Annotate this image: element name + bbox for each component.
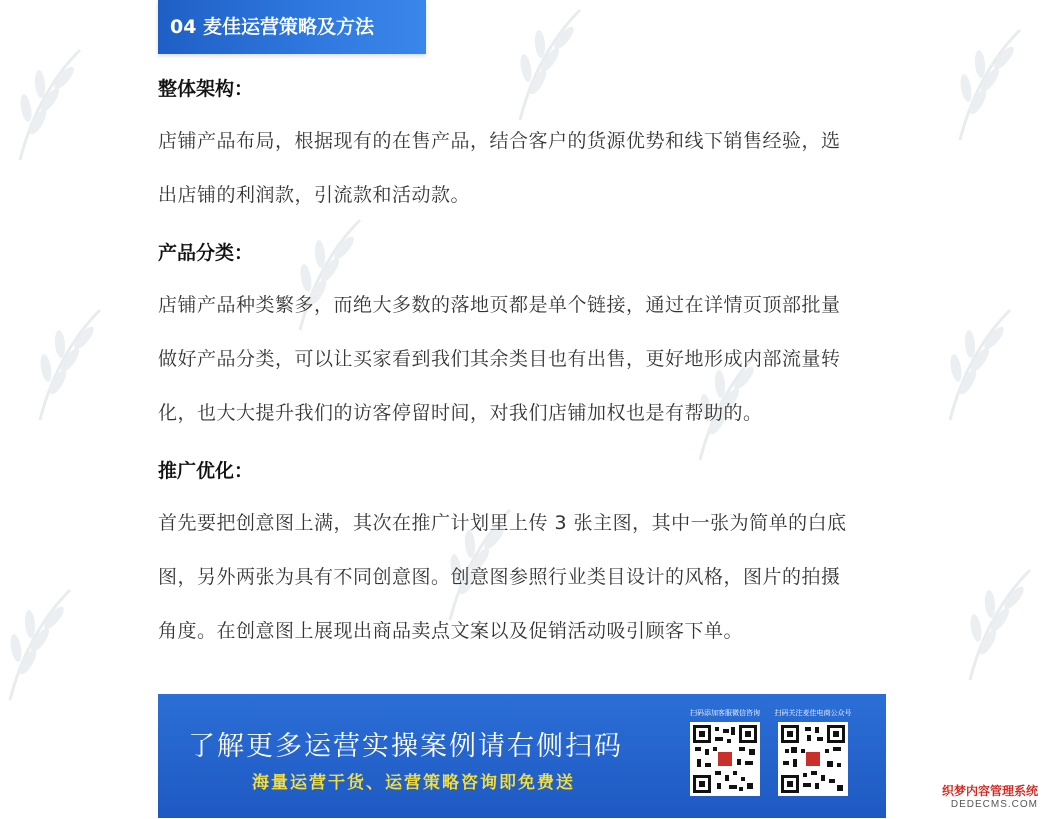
paragraph-line: 角度。在创意图上展现出商品卖点文案以及促销活动吸引顾客下单。 (158, 620, 744, 642)
watermark-title: 织梦内容管理系统 (941, 784, 1038, 798)
watermark-domain: DEDECMS.COM (950, 799, 1038, 810)
qr-caption-right: 扫码关注麦佳电商公众号 (774, 709, 852, 717)
paragraph-product-category (158, 278, 893, 440)
qr-block-customer-service (686, 708, 764, 796)
heading-overall-structure: 整体架构： (158, 78, 254, 100)
paragraph-line: 化，也大大提升我们的访客停留时间，对我们店铺加权也是有帮助的。 (158, 402, 763, 424)
paragraph-line: 做好产品分类，可以让买家看到我们其余类目也有出售，更好地形成内部流量转 (158, 348, 841, 370)
qr-code-icon (781, 725, 845, 793)
banner-main-text: 了解更多运营实操案例请右侧扫码 (188, 731, 623, 762)
qr-code-wechat-service[interactable] (690, 722, 760, 796)
section-title-banner: 04 麦佳运营策略及方法 (158, 0, 426, 54)
qr-promo-banner (158, 694, 886, 818)
paragraph-line: 首先要把创意图上满，其次在推广计划里上传 3 张主图，其中一张为简单的白底 (158, 512, 847, 534)
qr-code-official-account[interactable] (778, 722, 848, 796)
paragraph-line: 出店铺的利润款，引流款和活动款。 (158, 184, 471, 206)
paragraph-line: 图，另外两张为具有不同创意图。创意图参照行业类目设计的风格，图片的拍摄 (158, 566, 841, 588)
qr-code-icon (693, 725, 757, 793)
banner-sub-text: 海量运营干货、运营策略咨询即免费送 (252, 773, 575, 793)
paragraph-promotion-optimization (158, 496, 893, 658)
paragraph-line: 店铺产品布局，根据现有的在售产品，结合客户的货源优势和线下销售经验，选 (158, 130, 841, 152)
qr-block-official-account (774, 708, 852, 796)
qr-caption-left: 扫码添加客服微信咨询 (690, 709, 760, 717)
paragraph-overall-structure (158, 114, 893, 222)
heading-product-category: 产品分类： (158, 242, 254, 264)
heading-promotion-optimization: 推广优化： (158, 460, 254, 482)
site-watermark (932, 782, 1038, 810)
paragraph-line: 店铺产品种类繁多，而绝大多数的落地页都是单个链接，通过在详情页顶部批量 (158, 294, 841, 316)
